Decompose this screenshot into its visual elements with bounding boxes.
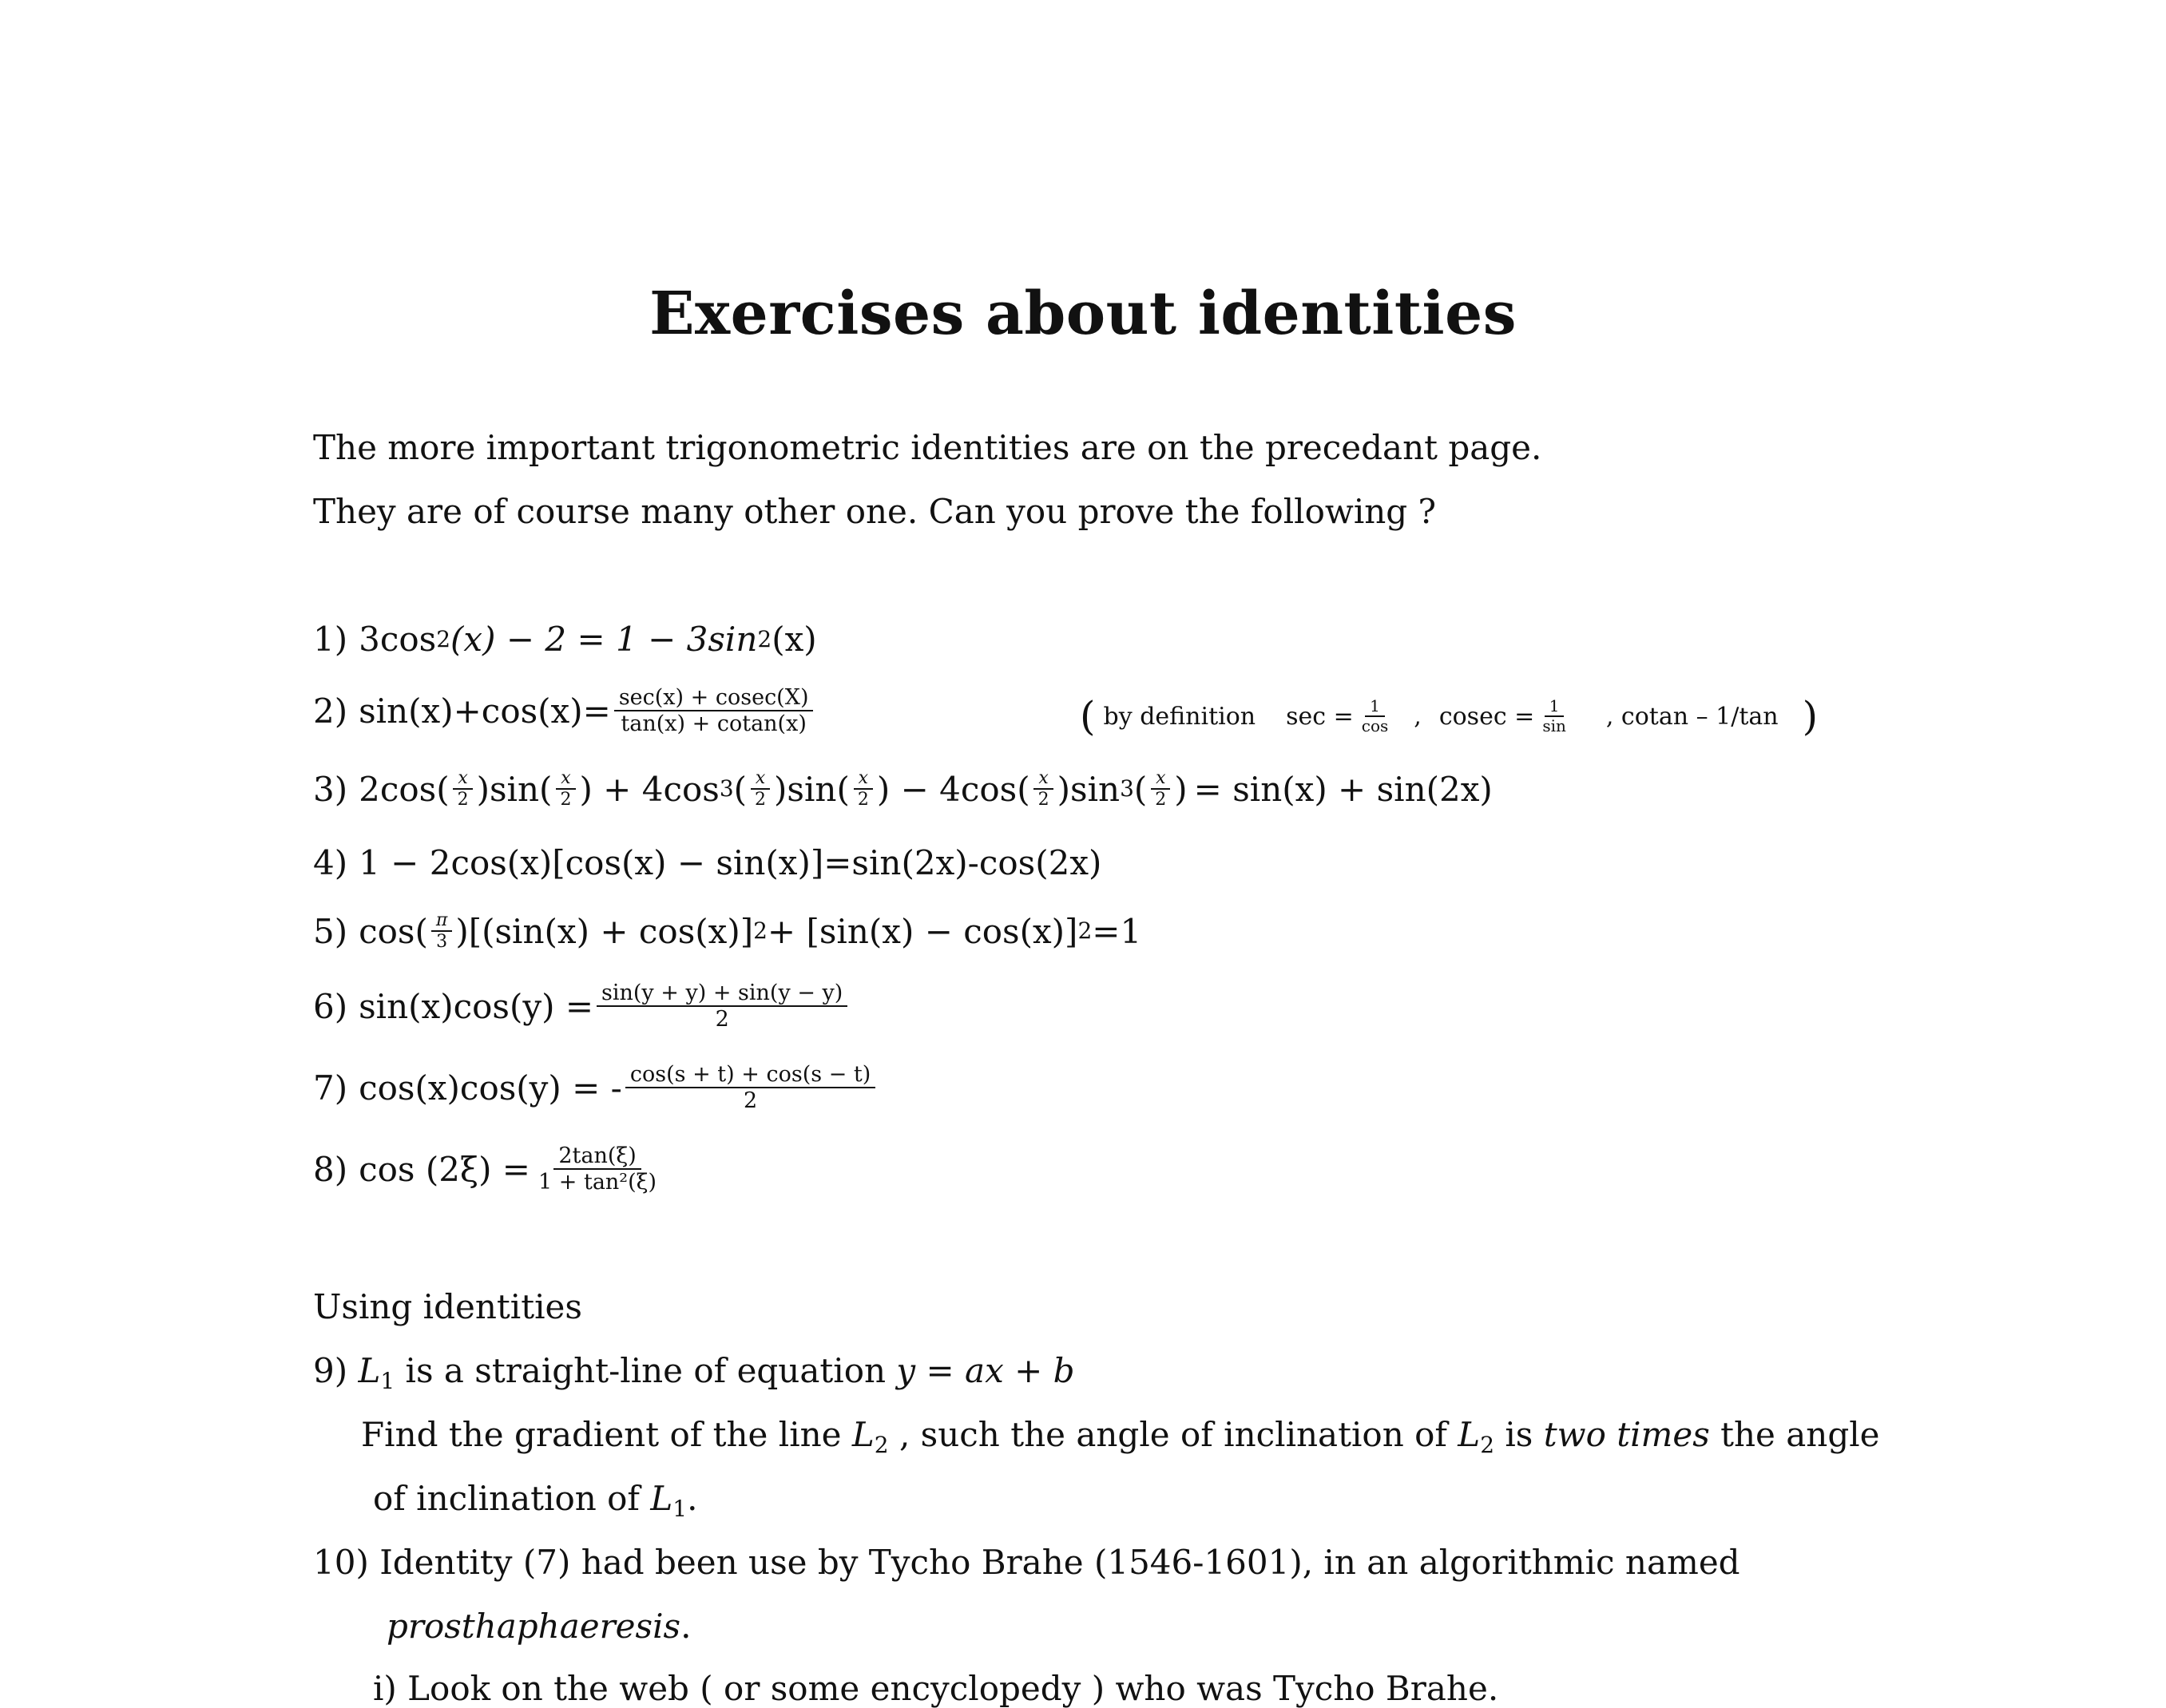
question-9-line-3: of inclination of $L_1$. bbox=[373, 1479, 698, 1522]
intro-line-1: The more important trigonometric identities are on the precedant page. bbox=[313, 428, 1542, 467]
question-10-sub-i: i) Look on the web ( or some encyclopedy ) who was Tycho Brahe. bbox=[373, 1669, 1499, 1708]
exercise-2-fraction: $\frac{\sec(x) + cosec(X)}{\tan(x) + cotan(x)}$ bbox=[614, 685, 814, 736]
exercise-8: 8) cos (2ξ) = $\frac{2\tan(\xi)}{\text{1 + tan²(ξ)}}$ bbox=[313, 1143, 657, 1195]
exercise-4: 4) 1 − 2cos(x)[cos(x) − sin(x)]=sin(2x)-cos(2x) bbox=[313, 843, 1102, 882]
page-title: Exercises about identities bbox=[649, 279, 1517, 348]
definition-note: ( by definition sec = $\frac{1}{\cos}$ , cosec = $\frac{1}{\sin}$ , cotan – 1/tan ) bbox=[1080, 693, 1819, 739]
exercise-2: 2) sin(x)+cos(x)= $\frac{\sec(x) + cosec(X)}{\tan(x) + cotan(x)}$ bbox=[313, 685, 816, 736]
exercise-5: 5) cos ( $\frac{\pi}{3}$ )[(sin(x) + cos(x)] 2 + [sin(x) − cos(x)] 2 =1 bbox=[313, 910, 1142, 953]
exercise-6: 6) sin(x)cos(y) = $\frac{\sin(y + y) + \sin(y - y)}{2}$ bbox=[313, 981, 851, 1032]
question-10-term: prosthaphaeresis. bbox=[387, 1607, 692, 1646]
exercise-1: 1) 3cos 2 (x) − 2 = 1 − 3sin 2 (x) bbox=[313, 620, 817, 659]
question-10: 10) Identity (7) had been use by Tycho Brahe (1546-1601), in an algorithmic named bbox=[313, 1543, 1740, 1582]
exercise-3: 3) 2 cos ( $\frac{x}{2}$ ) sin ( $\frac{x}{2}$ ) + 4 cos 3 ( $\frac{x}{2}$ ) sin ( $\frac{x}{2}$ ) − 4 cos ( $\frac{x}{2}$ ) sin 3 ( $\frac{x}{2}$ ) = sin(x) + sin(2x) bbox=[313, 768, 1493, 810]
intro-line-2: They are of course many other one. Can you prove the following ? bbox=[313, 492, 1437, 531]
section-heading: Using identities bbox=[313, 1287, 582, 1326]
exercise-7: 7) cos(x)cos(y) = - $\frac{\cos(s + t) + \cos(s - t)}{2}$ bbox=[313, 1062, 879, 1113]
question-9: 9) $L_1$ is a straight-line of equation y = ax + b bbox=[313, 1351, 1075, 1394]
question-9-line-2: Find the gradient of the line $L_2$ , such the angle of inclination of $L_2$ is two times the angle bbox=[361, 1415, 1880, 1458]
